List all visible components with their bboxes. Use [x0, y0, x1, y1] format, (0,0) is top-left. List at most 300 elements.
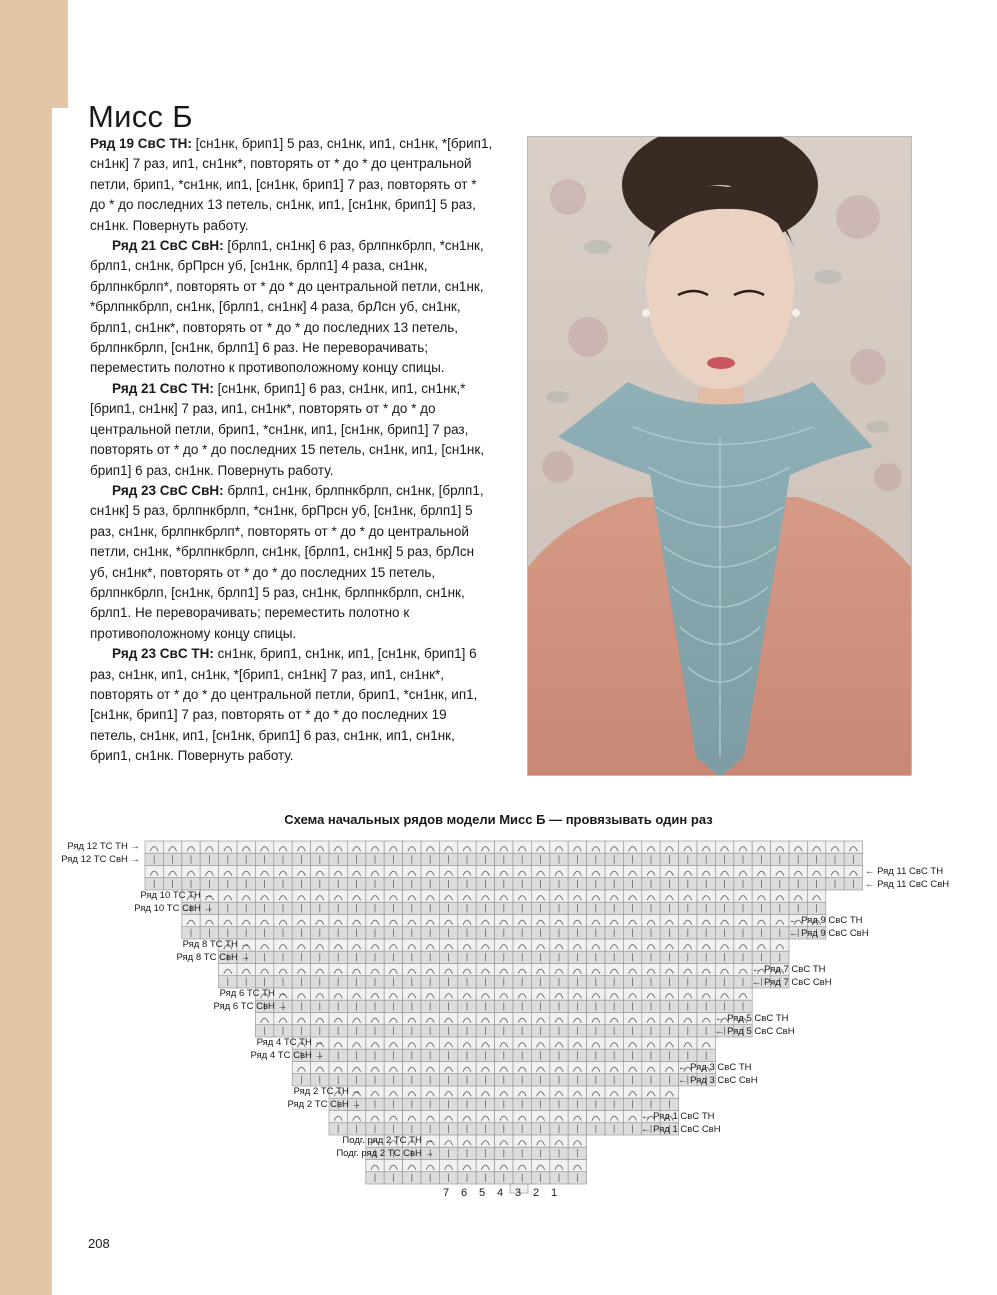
chart-right-label: ← Ряд 3 СвС ТН — [678, 1062, 752, 1073]
chart-cell — [495, 1160, 513, 1172]
chart-cell — [715, 939, 733, 951]
chart-cell — [531, 1086, 549, 1098]
chart-cell — [513, 1111, 531, 1123]
chart-cell — [550, 1160, 568, 1172]
chart-cell — [513, 915, 531, 927]
model-photo-illustration — [528, 137, 911, 775]
chart-cell — [439, 1037, 457, 1049]
chart-cell — [421, 890, 439, 902]
chart-cell — [587, 890, 605, 902]
chart-cell — [458, 915, 476, 927]
chart-cell — [568, 890, 586, 902]
chart-cell — [200, 866, 218, 878]
chart-cell — [660, 866, 678, 878]
chart-cell — [347, 988, 365, 1000]
chart-cell — [697, 964, 715, 976]
chart-right-label: ← Ряд 1 СвС ТН — [641, 1111, 715, 1122]
chart-cell — [163, 841, 181, 853]
chart-cell — [274, 841, 292, 853]
chart-cell — [660, 988, 678, 1000]
chart-cell — [476, 1135, 494, 1147]
instruction-paragraph: Ряд 21 СвС ТН: [сн1нк, брип1] 6 раз, сн1нк, ип1, сн1нк,*[брип1, сн1нк] 7 раз, ип1, сн1нк*, повторять от * до * до центральной петли, брип1, *сн1нк, ип1, [сн1нк, брип1] 7 раз, повторять от * до * до последних 15 петель, сн1нк, ип1, [сн1нк, брип1] 6 раз, сн1нк. Повернуть работу. — [90, 380, 484, 478]
stitch-number: 7 — [443, 1187, 450, 1199]
chart-cell — [513, 890, 531, 902]
chart-cell — [495, 1013, 513, 1025]
chart-cell — [550, 1013, 568, 1025]
chart-cell — [403, 841, 421, 853]
chart-cell — [366, 890, 384, 902]
chart-cell — [495, 890, 513, 902]
chart-cell — [715, 890, 733, 902]
chart-cell — [697, 939, 715, 951]
chart-cell — [531, 964, 549, 976]
chart-cell — [366, 915, 384, 927]
chart-cell — [642, 1037, 660, 1049]
chart-cell — [513, 866, 531, 878]
chart-cell — [439, 1013, 457, 1025]
chart-cell — [255, 890, 273, 902]
chart-cell — [679, 988, 697, 1000]
chart-cell — [605, 1086, 623, 1098]
chart-cell — [752, 915, 770, 927]
chart-cell — [623, 939, 641, 951]
chart-cell — [807, 890, 825, 902]
chart-cell — [531, 988, 549, 1000]
chart-cell — [495, 1062, 513, 1074]
chart-cell — [660, 964, 678, 976]
chart-cell — [495, 841, 513, 853]
chart-cell — [439, 1160, 457, 1172]
chart-cell — [642, 890, 660, 902]
chart-cell — [329, 1111, 347, 1123]
chart-cell — [679, 964, 697, 976]
chart-cell — [642, 1013, 660, 1025]
chart-cell — [182, 915, 200, 927]
chart-cell — [403, 1062, 421, 1074]
chart-cell — [568, 1160, 586, 1172]
chart-cell — [384, 939, 402, 951]
chart-cell — [587, 1062, 605, 1074]
chart-right-label: ← Ряд 5 СвС ТН — [715, 1013, 789, 1024]
chart-cell — [587, 1111, 605, 1123]
chart-cell — [403, 890, 421, 902]
chart-cell — [476, 866, 494, 878]
chart-cell — [495, 866, 513, 878]
chart-cell — [642, 915, 660, 927]
chart-right-label: ← Ряд 11 СвС СвН — [865, 879, 950, 890]
chart-cell — [550, 1135, 568, 1147]
chart-cell — [366, 841, 384, 853]
stitch-number: 3 — [515, 1187, 522, 1199]
chart-cell — [605, 866, 623, 878]
chart-right-label: ← Ряд 3 СвС СвН — [678, 1075, 758, 1086]
chart-cell — [292, 841, 310, 853]
chart-cell — [219, 890, 237, 902]
chart-cell — [458, 890, 476, 902]
chart-right-label: ← Ряд 11 СвС ТН — [865, 866, 944, 877]
chart-cell — [403, 964, 421, 976]
page-title: Мисс Б — [88, 98, 193, 134]
chart-cell — [550, 1062, 568, 1074]
chart-cell — [531, 890, 549, 902]
chart-cell — [458, 964, 476, 976]
chart-cell — [605, 988, 623, 1000]
chart-cell — [292, 866, 310, 878]
chart-cell — [734, 964, 752, 976]
chart-cell — [587, 964, 605, 976]
chart-cell — [752, 939, 770, 951]
chart-cell — [642, 1062, 660, 1074]
chart-left-label: Ряд 4 ТС ТН → — [256, 1037, 324, 1048]
chart-cell — [660, 841, 678, 853]
chart-cell — [347, 1111, 365, 1123]
chart-cell — [476, 890, 494, 902]
chart-cell — [145, 841, 163, 853]
chart-cell — [660, 1013, 678, 1025]
chart-cell — [660, 890, 678, 902]
instruction-paragraph: Ряд 19 СвС ТН: [сн1нк, брип1] 5 раз, сн1нк, ип1, сн1нк, *[брип1, сн1нк] 7 раз, ип1, сн1нк*, повторять от * до * до центральной петли, брип1, *сн1нк, ип1, [сн1нк, брип1] 7 раз, повторять от * до * до последних 13 петель, сн1нк, ип1, [сн1нк, брип1] 5 раз, сн1нк. Повернуть работу. — [90, 136, 493, 233]
chart-cell — [421, 939, 439, 951]
chart-cell — [660, 1062, 678, 1074]
chart-cell — [292, 890, 310, 902]
chart-cell — [476, 964, 494, 976]
chart-cell — [421, 1062, 439, 1074]
stitch-number: 5 — [479, 1187, 486, 1199]
chart-cell — [587, 939, 605, 951]
chart-cell — [513, 1062, 531, 1074]
chart-cell — [642, 841, 660, 853]
chart-cell — [568, 915, 586, 927]
title-tab — [52, 0, 68, 108]
chart-cell — [568, 866, 586, 878]
chart-cell — [531, 1111, 549, 1123]
chart-cell — [789, 866, 807, 878]
chart-cell — [311, 1013, 329, 1025]
chart-cell — [219, 866, 237, 878]
chart-cell — [421, 841, 439, 853]
chart-cell — [531, 939, 549, 951]
chart-left-label: Ряд 4 ТС СвН → — [250, 1050, 324, 1061]
chart-cell — [587, 866, 605, 878]
chart-cell — [366, 866, 384, 878]
chart-cell — [255, 841, 273, 853]
chart-cell — [347, 939, 365, 951]
chart-cell — [329, 866, 347, 878]
chart-cell — [347, 1062, 365, 1074]
chart-cell — [623, 988, 641, 1000]
chart-cell — [623, 1111, 641, 1123]
chart-cell — [237, 866, 255, 878]
instruction-paragraph: Ряд 21 СвС СвН: [брлп1, сн1нк] 6 раз, брлпнкбрлп, *сн1нк, брлп1, сн1нк, брПрсн уб, [сн1нк, брлп1] 4 раза, сн1нк, брлпнкбрлп*, повторять от * до * до центральной петли, сн1нк, *брлпнкбрлп, сн1нк, [брлп1, сн1нк] 4 раза, брЛсн уб, сн1нк, брлп1, сн1нк*, повторять от * до * до последних 13 петель, брлпнкбрлп, [сн1нк, брлп1] 6 раз. Не переворачивать; переместить полотно к противоположному концу спицы. — [90, 238, 484, 376]
chart-cell — [771, 866, 789, 878]
chart-cell — [587, 841, 605, 853]
chart-cell — [403, 1037, 421, 1049]
chart-cell — [476, 1037, 494, 1049]
chart-cell — [568, 939, 586, 951]
chart-cell — [642, 964, 660, 976]
chart-cell — [642, 1086, 660, 1098]
chart-cell — [366, 1160, 384, 1172]
chart-cell — [311, 1062, 329, 1074]
chart-left-label: Ряд 8 ТС ТН → — [182, 939, 250, 950]
chart-cell — [531, 915, 549, 927]
chart-cell — [697, 1013, 715, 1025]
chart-cell — [421, 1013, 439, 1025]
chart-cell — [513, 988, 531, 1000]
chart-cell — [421, 988, 439, 1000]
chart-cell — [403, 866, 421, 878]
chart-title: Схема начальных рядов модели Мисс Б — провязывать один раз — [284, 812, 713, 827]
chart-cell — [292, 1062, 310, 1074]
chart-cell — [403, 915, 421, 927]
chart-cell — [697, 915, 715, 927]
chart-cell — [568, 1062, 586, 1074]
chart-cell — [274, 890, 292, 902]
chart-cell — [384, 988, 402, 1000]
chart-cell — [679, 915, 697, 927]
chart-cell — [715, 915, 733, 927]
chart-left-label: Ряд 12 ТС СвН → — [61, 854, 140, 865]
chart-cell — [366, 1111, 384, 1123]
chart-cell — [384, 890, 402, 902]
chart-cell — [587, 988, 605, 1000]
chart-cell — [513, 841, 531, 853]
chart-cell — [237, 964, 255, 976]
stitch-number: 1 — [551, 1187, 558, 1199]
chart-cell — [421, 915, 439, 927]
chart-cell — [789, 890, 807, 902]
chart-cell — [439, 1135, 457, 1147]
chart-cell — [495, 964, 513, 976]
chart-cell — [182, 866, 200, 878]
chart-cell — [163, 866, 181, 878]
chart-cell — [844, 866, 862, 878]
chart-cell — [458, 1160, 476, 1172]
chart-cell — [145, 866, 163, 878]
chart-cell — [347, 915, 365, 927]
chart-cell — [550, 841, 568, 853]
chart-cell — [568, 988, 586, 1000]
chart-cell — [660, 915, 678, 927]
chart-cell — [384, 1062, 402, 1074]
chart-cell — [476, 1086, 494, 1098]
chart-cell — [292, 988, 310, 1000]
chart-cell — [642, 939, 660, 951]
chart-cell — [495, 1037, 513, 1049]
chart-cell — [495, 1111, 513, 1123]
chart-right-label: ← Ряд 1 СвС СвН — [641, 1124, 721, 1135]
chart-cell — [495, 1086, 513, 1098]
chart-cell — [531, 1135, 549, 1147]
chart-cell — [734, 915, 752, 927]
chart-left-label: Ряд 10 ТС СвН → — [134, 903, 213, 914]
chart-cell — [623, 1086, 641, 1098]
chart-cell — [274, 866, 292, 878]
chart-cell — [587, 1037, 605, 1049]
chart-cell — [366, 1062, 384, 1074]
chart-cell — [752, 866, 770, 878]
chart-cell — [329, 841, 347, 853]
chart-cell — [642, 988, 660, 1000]
chart-cell — [384, 1160, 402, 1172]
chart-cell — [568, 1111, 586, 1123]
stitch-number: 6 — [461, 1187, 468, 1199]
chart-cell — [292, 915, 310, 927]
chart-cell — [807, 866, 825, 878]
chart-cell — [292, 939, 310, 951]
chart-cell — [679, 866, 697, 878]
chart-cell — [476, 939, 494, 951]
chart-cell — [219, 915, 237, 927]
chart-cell — [734, 866, 752, 878]
chart-cell — [421, 1086, 439, 1098]
chart-left-label: Ряд 6 ТС СвН → — [213, 1001, 287, 1012]
chart-cell — [550, 1086, 568, 1098]
chart-cell — [734, 890, 752, 902]
chart-cell — [513, 1135, 531, 1147]
chart-cell — [476, 1062, 494, 1074]
chart-cell — [274, 939, 292, 951]
chart-cell — [255, 866, 273, 878]
chart-cell — [697, 988, 715, 1000]
chart-right-label: ← Ряд 9 СвС ТН — [789, 915, 863, 926]
chart-cell — [329, 964, 347, 976]
chart-cell — [697, 1037, 715, 1049]
chart-cell — [531, 1160, 549, 1172]
chart-cell — [513, 1160, 531, 1172]
chart-left-label: Ряд 8 ТС СвН → — [176, 952, 250, 963]
chart-cell — [568, 1086, 586, 1098]
chart-cell — [329, 988, 347, 1000]
chart-cell — [550, 866, 568, 878]
instruction-paragraph: Ряд 23 СвС СвН: брлп1, сн1нк, брлпнкбрлп, сн1нк, [брлп1, сн1нк] 5 раз, брлпнкбрлп, *сн1нк, брПрсн уб, [сн1нк, брлп1] 5 раз, сн1нк, брлпнкбрлп*, повторять от * до * до центральной петли, сн1нк, *брлпнкбрлп, сн1нк, [брлп1, сн1нк] 5 раз, брЛсн уб, сн1нк*, повторять от * до * до последних 15 петель, брлпнкбрлп, [сн1нк, брлп1] 5 раз, сн1нк, брлпнкбрлп, сн1нк, брлп1. Не переворачивать; переместить полотно к противоположному концу спицы. — [90, 482, 484, 641]
chart-cell — [274, 964, 292, 976]
chart-cell — [292, 964, 310, 976]
chart-cell — [347, 1013, 365, 1025]
chart-cell — [366, 1037, 384, 1049]
chart-cell — [568, 1135, 586, 1147]
chart-cell — [311, 964, 329, 976]
chart-cell — [550, 1111, 568, 1123]
chart-right-label: ← Ряд 7 СвС СвН — [752, 977, 832, 988]
chart-cell — [550, 988, 568, 1000]
chart-cell — [605, 1111, 623, 1123]
chart-cell — [642, 866, 660, 878]
chart-cell — [476, 915, 494, 927]
chart-cell — [421, 1160, 439, 1172]
chart-cell — [274, 915, 292, 927]
pattern-instructions — [90, 134, 494, 767]
chart-left-label: Ряд 10 ТС ТН → — [140, 890, 213, 901]
chart-cell — [403, 1111, 421, 1123]
chart-cell — [384, 1086, 402, 1098]
chart-right-label: ← Ряд 7 СвС ТН — [752, 964, 826, 975]
chart-left-label: Ряд 6 ТС ТН → — [219, 988, 287, 999]
chart-cell — [734, 939, 752, 951]
chart-cell — [421, 1037, 439, 1049]
chart-cell — [439, 890, 457, 902]
chart-cell — [347, 841, 365, 853]
chart-cell — [513, 964, 531, 976]
chart-cell — [679, 939, 697, 951]
chart-cell — [513, 1086, 531, 1098]
chart-cell — [715, 866, 733, 878]
chart-cell — [237, 890, 255, 902]
chart-cell — [384, 915, 402, 927]
chart-cell — [752, 890, 770, 902]
chart-cell — [458, 1037, 476, 1049]
chart-cell — [219, 964, 237, 976]
chart-left-label: Ряд 2 ТС ТН → — [293, 1086, 361, 1097]
chart-cell — [715, 841, 733, 853]
chart-cell — [476, 1111, 494, 1123]
chart-right-label: ← Ряд 9 СвС СвН — [789, 928, 869, 939]
chart-cell — [605, 1062, 623, 1074]
chart-cell — [623, 890, 641, 902]
chart-cell — [366, 964, 384, 976]
chart-cell — [347, 1037, 365, 1049]
chart-cell — [623, 1037, 641, 1049]
model-photo — [527, 136, 912, 776]
chart-cell — [421, 964, 439, 976]
chart-cell — [329, 915, 347, 927]
chart-cell — [384, 1013, 402, 1025]
chart-cell — [587, 1013, 605, 1025]
chart-cell — [403, 1013, 421, 1025]
chart-cell — [476, 988, 494, 1000]
chart-cell — [329, 1037, 347, 1049]
chart-cell — [697, 866, 715, 878]
chart-cell — [237, 841, 255, 853]
chart-cell — [421, 866, 439, 878]
chart-cell — [347, 890, 365, 902]
chart-cell — [200, 841, 218, 853]
chart-right-label: ← Ряд 5 СвС СвН — [715, 1026, 795, 1037]
chart-cell — [311, 890, 329, 902]
chart-cell — [531, 866, 549, 878]
chart-cell — [771, 890, 789, 902]
chart-cell — [311, 866, 329, 878]
chart-cell — [660, 1086, 678, 1098]
chart-cell — [550, 1037, 568, 1049]
chart-cell — [605, 939, 623, 951]
chart-cell — [807, 841, 825, 853]
chart-cell — [439, 988, 457, 1000]
chart-cell — [347, 964, 365, 976]
chart-cell — [715, 964, 733, 976]
chart-cell — [605, 1037, 623, 1049]
chart-cell — [366, 1013, 384, 1025]
chart-cell — [476, 1013, 494, 1025]
chart-cell — [605, 1013, 623, 1025]
chart-cell — [329, 1062, 347, 1074]
chart-cell — [439, 964, 457, 976]
chart-cell — [182, 841, 200, 853]
chart-cell — [439, 1086, 457, 1098]
chart-cell — [752, 841, 770, 853]
chart-cell — [439, 866, 457, 878]
chart-cell — [715, 988, 733, 1000]
chart-cell — [458, 1086, 476, 1098]
chart-cell — [605, 890, 623, 902]
chart-cell — [826, 866, 844, 878]
chart-cell — [734, 841, 752, 853]
chart-cell — [734, 988, 752, 1000]
chart-cell — [311, 939, 329, 951]
chart-cell — [292, 1013, 310, 1025]
chart-cell — [255, 1013, 273, 1025]
chart-cell — [679, 890, 697, 902]
